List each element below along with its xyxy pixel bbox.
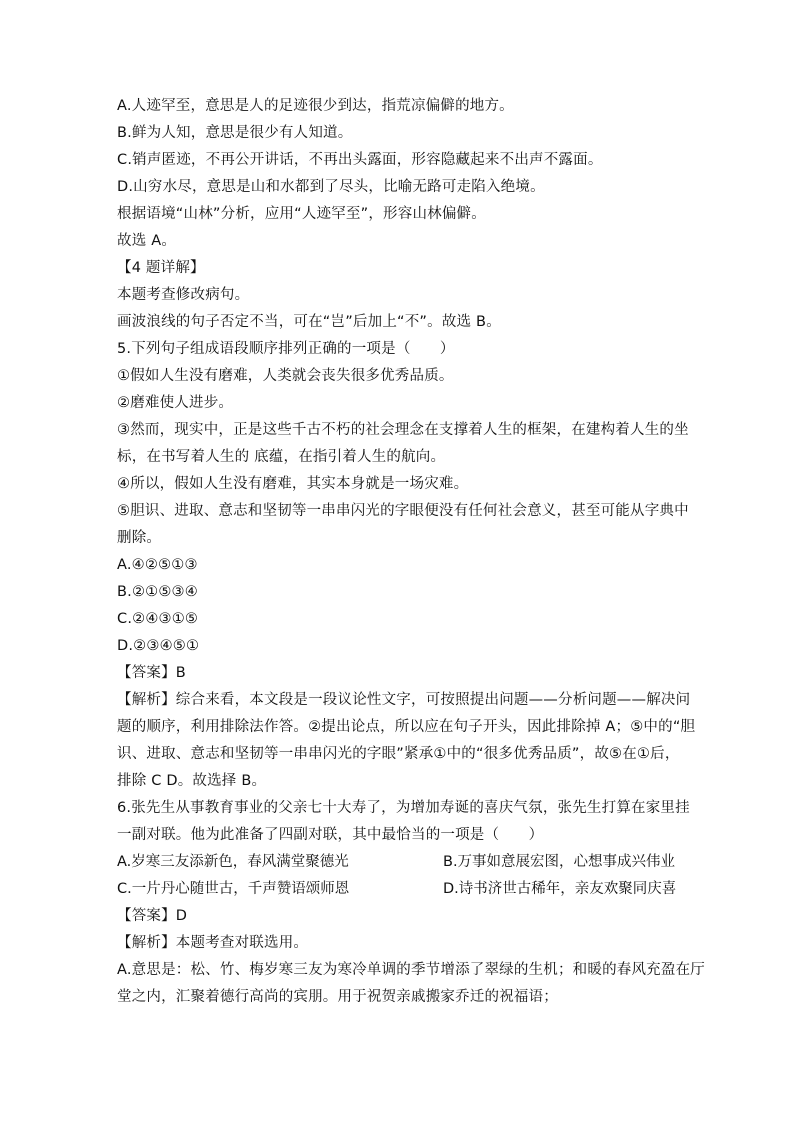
option-line-c: C.销声匿迹，不再公开讲话，不再出头露面，形容隐藏起来不出声不露面。: [117, 152, 603, 168]
document-page: [117, 93, 705, 1011]
q6-answer: 【答案】D: [117, 908, 188, 924]
q6-option-b: B.万事如意展宏图，心想事成兴伟业: [443, 854, 676, 870]
q6-options-row: [117, 876, 677, 903]
q5-analysis: 题的顺序，利用排除法作答。②提出论点，所以应在句子开头，因此排除掉 A；⑤中的“胆: [117, 719, 696, 735]
q6-option-d: D.诗书济世古稀年，亲友欢聚同庆喜: [443, 881, 677, 897]
q5-item: ②磨难使人进步。: [117, 395, 234, 411]
q5-analysis: 识、进取、意志和坚韧等一串串闪光的字眼”紧承①中的“很多优秀品质”，故⑤在①后，: [117, 746, 680, 762]
q6-analysis-a: 堂之内，汇聚着德行高尚的宾朋。用于祝贺亲戚搬家乔迁的祝福语；: [117, 989, 558, 1005]
q5-option: A.④②⑤①③: [117, 557, 198, 573]
choice-line: 故选 A。: [117, 233, 177, 249]
q5-item: ③然而，现实中，正是这些千古不朽的社会理念在支撑着人生的框架，在建构着人生的坐: [117, 422, 689, 438]
q5-item: ⑤胆识、进取、意志和坚韧等一串串闪光的字眼便没有任何社会意义，甚至可能从字典中: [117, 503, 689, 519]
q5-option: D.②③④⑤①: [117, 638, 200, 654]
q5-answer: 【答案】B: [117, 665, 186, 681]
q5-item: 删除。: [117, 530, 162, 546]
q5-item: ④所以，假如人生没有磨难，其实本身就是一场灾难。: [117, 476, 469, 492]
context-analysis: 根据语境“山林”分析，应用“人迹罕至”，形容山林偏僻。: [117, 206, 486, 222]
q4-heading: 【4 题详解】: [117, 260, 205, 276]
q6-question: 6.张先生从事教育事业的父亲七十大寿了，为增加寿诞的喜庆气氛，张先生打算在家里挂: [117, 800, 690, 816]
q6-analysis-intro: 【解析】本题考查对联选用。: [117, 935, 309, 951]
q6-option-a: A.岁寒三友添新色，春风满堂聚德光: [117, 854, 349, 870]
option-line-b: B.鲜为人知，意思是很少有人知道。: [117, 125, 353, 141]
q6-analysis-a: A.意思是：松、竹、梅岁寒三友为寒冷单调的季节增添了翠绿的生机；和暖的春风充盈在厅: [117, 962, 705, 978]
q6-option-c: C.一片丹心随世古，千声赞语颂师恩: [117, 881, 350, 897]
q6-question: 一副对联。他为此准备了四副对联，其中最恰当的一项是（ ）: [117, 827, 544, 843]
q5-item: ①假如人生没有磨难，人类就会丧失很多优秀品质。: [117, 368, 454, 384]
q4-line: 本题考查修改病句。: [117, 287, 250, 303]
option-line-d: D.山穷水尽，意思是山和水都到了尽头，比喻无路可走陷入绝境。: [117, 179, 545, 195]
q5-analysis: 【解析】综合来看，本文段是一段议论性文字，可按照提出问题——分析问题——解决问: [117, 692, 691, 708]
q5-analysis: 排除 C D。故选择 B。: [117, 773, 267, 789]
q5-option: C.②④③①⑤: [117, 611, 199, 627]
q4-line: 画波浪线的句子否定不当，可在“岂”后加上“不”。故选 B。: [117, 314, 501, 330]
q5-question: 5.下列句子组成语段顺序排列正确的一项是（ ）: [117, 341, 455, 357]
option-line-a: A.人迹罕至，意思是人的足迹很少到达，指荒凉偏僻的地方。: [117, 98, 514, 114]
q6-options-row: [117, 849, 677, 876]
q5-option: B.②①⑤③④: [117, 584, 198, 600]
q5-item: 标，在书写着人生的 底蕴，在指引着人生的航向。: [117, 449, 446, 465]
